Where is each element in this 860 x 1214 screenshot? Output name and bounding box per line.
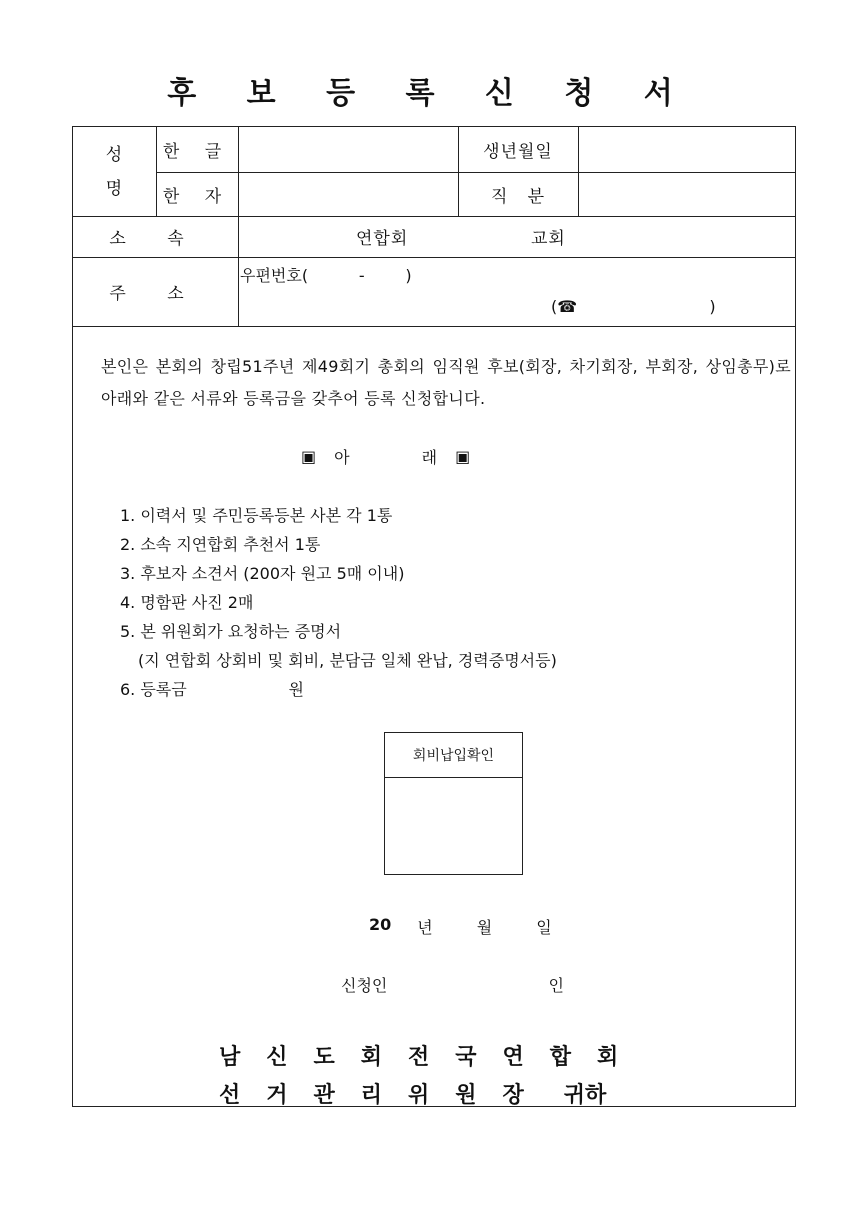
applicant-line xyxy=(341,973,564,996)
payment-confirmation-label: 회비납입확인 xyxy=(385,733,522,778)
heading-char: 아 xyxy=(334,448,350,467)
birthdate-field[interactable] xyxy=(578,127,795,172)
list-item: 4. 명함판 사진 2매 xyxy=(120,593,254,612)
position-field[interactable] xyxy=(578,172,795,216)
square-mark-icon: ▣ xyxy=(301,447,317,466)
attachments-heading xyxy=(301,445,470,468)
affiliation-label: 소 속 xyxy=(109,229,202,249)
address-label: 주 소 xyxy=(109,284,202,304)
addressee-honorific: 귀하 xyxy=(563,1083,607,1108)
document-title: 후 보 등 록 신 청 서 xyxy=(167,76,693,111)
date-year: 20 xyxy=(369,915,392,934)
hangul-label: 한 글 xyxy=(162,142,232,162)
heading-char: 래 xyxy=(421,448,438,467)
list-item: (지 연합회 상회비 및 회비, 분담금 일체 완납, 경력증명서등) xyxy=(138,651,557,670)
date-year-unit: 년 xyxy=(417,918,433,937)
hanja-label: 한 자 xyxy=(162,186,232,207)
addressee-title: 선거관리위원장 xyxy=(219,1083,550,1108)
hanja-name-field[interactable] xyxy=(238,172,458,216)
church-text: 교회 xyxy=(531,229,566,249)
list-item: 2. 소속 지연합회 추천서 1통 xyxy=(120,535,321,554)
addressee-line xyxy=(219,1078,606,1109)
postal-code-field[interactable]: 우편번호( - ) xyxy=(240,266,412,285)
list-item: 1. 이력서 및 주민등록등본 사본 각 1통 xyxy=(120,506,393,525)
name-label: 성 명 xyxy=(105,144,124,199)
list-item: 6. 등록금 원 xyxy=(120,680,304,699)
position-label: 직 분 xyxy=(490,186,546,207)
square-mark-icon: ▣ xyxy=(455,447,471,466)
row-divider xyxy=(73,326,795,327)
payment-confirmation-box xyxy=(384,732,523,875)
application-statement: 본인은 본회의 창립51주년 제49회기 총회의 임직원 후보(회장, 차기회장, 부회장, 상임총무)로 아래와 같은 서류와 등록금을 갖추어 등록 신청합니다. xyxy=(101,357,791,408)
birthdate-label: 생년월일 xyxy=(483,142,553,162)
date-day-unit: 일 xyxy=(536,918,552,937)
attachment-list xyxy=(120,501,557,704)
payment-confirmation-area[interactable] xyxy=(385,778,522,874)
application-form xyxy=(72,126,796,1107)
seal-label: 인 xyxy=(548,976,564,995)
organization-name: 남신도회전국연합회 xyxy=(219,1045,645,1070)
applicant-label: 신청인 xyxy=(341,976,388,995)
hangul-name-field[interactable] xyxy=(238,127,458,172)
list-item: 5. 본 위원회가 요청하는 증명서 xyxy=(120,622,342,641)
federation-text: 연합회 xyxy=(356,229,409,249)
list-item: 3. 후보자 소견서 (200자 원고 5매 이내) xyxy=(120,564,405,583)
phone-field[interactable]: (☎ ) xyxy=(551,297,716,316)
date-line xyxy=(369,915,552,938)
date-month-unit: 월 xyxy=(476,918,493,937)
affiliation-field[interactable] xyxy=(238,216,795,257)
